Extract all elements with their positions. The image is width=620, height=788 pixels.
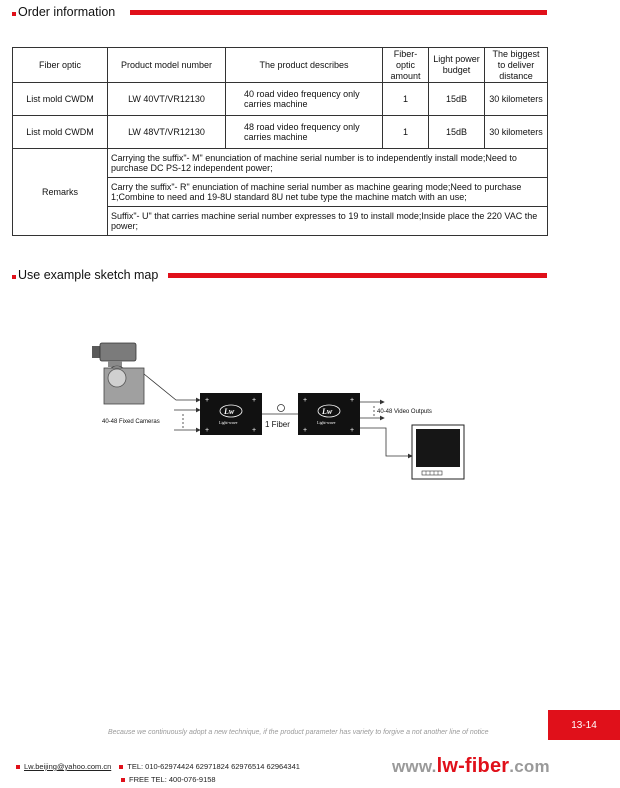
brand-logo: Lw bbox=[322, 407, 333, 416]
order-section-header bbox=[12, 4, 115, 20]
order-section-title: Order information bbox=[18, 5, 116, 19]
remark-item: Carrying the suffix"- M" enunciation of machine serial number is to independently install mode;Need to purchase DC PS-12 independent power; bbox=[108, 149, 548, 178]
fiber-connector-icon bbox=[278, 405, 285, 412]
cell-budget: 15dB bbox=[429, 116, 485, 149]
remark-item: Suffix"- U" that carries machine serial number expresses to 19 to install mode;Inside place the 220 VAC the power; bbox=[108, 207, 548, 236]
remark-item: Carry the suffix"- R" enunciation of machine serial number as machine gearing mode;Need to purchase 1;Combine to need and 19-8U standard 8U net tube type the machine match with an use; bbox=[108, 178, 548, 207]
email-link[interactable]: Lw.beijing@yahoo.com.cn bbox=[24, 762, 112, 771]
email-line bbox=[16, 762, 300, 771]
section-marker bbox=[12, 275, 16, 279]
order-table bbox=[12, 47, 548, 236]
usage-section-title: Use example sketch map bbox=[18, 268, 159, 282]
bullet-icon bbox=[16, 765, 20, 769]
cell-describe: 40 road video frequency only carries machine bbox=[226, 83, 383, 116]
header-model: Product model number bbox=[108, 48, 226, 83]
svg-text:+: + bbox=[205, 427, 210, 434]
free-tel-line bbox=[121, 775, 216, 784]
svg-text:+: + bbox=[252, 427, 257, 434]
cell-fiber: List mold CWDM bbox=[13, 83, 108, 116]
cell-model: LW 48VT/VR12130 bbox=[108, 116, 226, 149]
cell-describe: 48 road video frequency only carries machine bbox=[226, 116, 383, 149]
outputs-label: 40-48 Video Outputs bbox=[377, 409, 432, 415]
fiber-label: 1 Fiber bbox=[265, 420, 290, 429]
header-fiber-amount: Fiber-optic amount bbox=[383, 48, 429, 83]
remarks-label: Remarks bbox=[13, 149, 108, 236]
cameras-label: 40-48 Fixed Cameras bbox=[102, 419, 160, 425]
website-link[interactable] bbox=[392, 755, 550, 778]
brand-sub: Light-wave bbox=[317, 420, 336, 425]
page-number: 13-14 bbox=[548, 710, 620, 740]
remarks-row bbox=[13, 149, 548, 178]
order-section-bar bbox=[130, 10, 547, 15]
tel-numbers: TEL: 010-62974424 62971824 62976514 62964341 bbox=[127, 762, 300, 771]
receiver-unit bbox=[298, 393, 360, 435]
cell-fiber: List mold CWDM bbox=[13, 116, 108, 149]
bullet-icon bbox=[119, 765, 123, 769]
svg-text:+: + bbox=[205, 397, 210, 404]
site-domain: lw-fiber bbox=[436, 755, 510, 777]
brand-logo: Lw bbox=[224, 407, 235, 416]
transmitter-unit bbox=[200, 393, 262, 435]
monitor-icon bbox=[412, 425, 464, 479]
bullet-icon bbox=[121, 778, 125, 782]
svg-text:+: + bbox=[350, 397, 355, 404]
cell-distance: 30 kilometers bbox=[485, 116, 548, 149]
svg-text:+: + bbox=[350, 427, 355, 434]
table-row bbox=[13, 83, 548, 116]
svg-text:+: + bbox=[303, 427, 308, 434]
header-fiber-optic: Fiber optic bbox=[13, 48, 108, 83]
cell-budget: 15dB bbox=[429, 83, 485, 116]
brand-sub: Light-wave bbox=[219, 420, 238, 425]
header-power-budget: Light power budget bbox=[429, 48, 485, 83]
svg-text:+: + bbox=[252, 397, 257, 404]
disclaimer-note: Because we continuously adopt a new technique, if the product parameter has variety to forgive a not another line of notice bbox=[108, 729, 489, 736]
site-www: www. bbox=[392, 757, 437, 776]
svg-text:+: + bbox=[303, 397, 308, 404]
header-distance: The biggest to deliver distance bbox=[485, 48, 548, 83]
table-header-row bbox=[13, 48, 548, 83]
table-row bbox=[13, 116, 548, 149]
camera-icon bbox=[92, 343, 144, 404]
usage-section-bar bbox=[168, 273, 547, 278]
section-marker bbox=[12, 12, 16, 16]
cell-model: LW 40VT/VR12130 bbox=[108, 83, 226, 116]
cell-amount: 1 bbox=[383, 83, 429, 116]
cell-amount: 1 bbox=[383, 116, 429, 149]
usage-diagram bbox=[0, 330, 620, 490]
usage-section-header bbox=[12, 267, 158, 283]
free-tel: FREE TEL: 400-076-9158 bbox=[129, 775, 216, 784]
site-com: .com bbox=[509, 757, 550, 776]
cell-distance: 30 kilometers bbox=[485, 83, 548, 116]
header-describe: The product describes bbox=[226, 48, 383, 83]
